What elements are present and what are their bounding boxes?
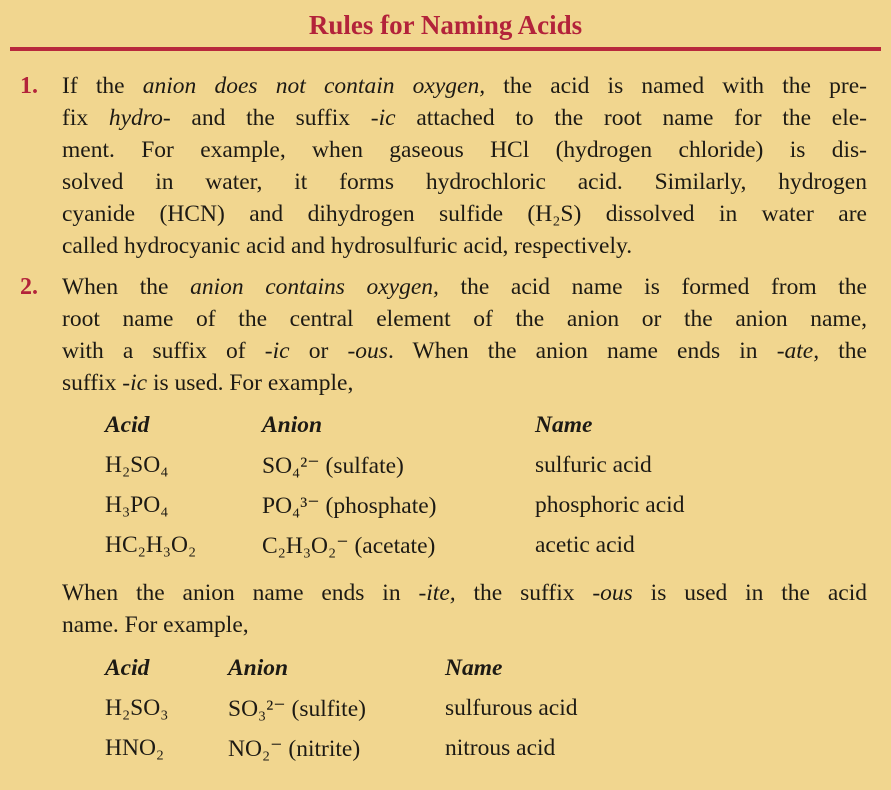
ite-acid-table (105, 648, 645, 768)
column-header: Anion (262, 411, 323, 438)
emphasis-text: -ous (347, 338, 388, 364)
text-line (62, 335, 867, 367)
text-line (62, 166, 867, 198)
text-line (62, 577, 867, 609)
table-row (105, 485, 765, 525)
emphasis-text: anion does not contain oxygen, (142, 73, 486, 99)
text-segment: ment. For example, when gaseous HCl (hydrogen chloride) is dis- (62, 137, 867, 163)
column-header: Acid (105, 654, 150, 681)
anion-formula: C₂H₃O₂⁻ (acetate) (262, 532, 436, 559)
text-segment: or (289, 338, 348, 364)
text-segment: solved in water, it forms hydrochloric acid. Similarly, hydrogen (62, 169, 867, 195)
text-line (62, 303, 867, 335)
ate-acid-table (105, 405, 765, 565)
anion-formula: SO₃²⁻ (sulfite) (228, 695, 366, 722)
column-header: Acid (105, 411, 150, 438)
emphasis-text: -ous (592, 580, 633, 606)
emphasis-text: hydro- (108, 105, 171, 131)
text-line (62, 367, 867, 399)
acid-formula: HC₂H₃O₂ (105, 531, 197, 558)
text-line (62, 271, 867, 303)
text-line (62, 230, 867, 262)
column-header: Name (445, 654, 503, 681)
column-header: Name (535, 411, 593, 438)
acid-formula: H₂SO₄ (105, 451, 169, 478)
text-line (62, 198, 867, 230)
acid-name: acetic acid (535, 531, 635, 558)
acid-name: sulfuric acid (535, 451, 652, 478)
text-segment: the suffix (455, 580, 593, 606)
rule-text (62, 271, 867, 399)
text-line (62, 134, 867, 166)
text-segment: When the anion name ends in (62, 580, 419, 606)
acid-formula: HNO₂ (105, 734, 165, 761)
text-segment: fix (62, 105, 109, 131)
table-row (105, 688, 645, 728)
text-segment: with a suffix of (62, 338, 265, 364)
text-segment: suffix (62, 370, 123, 396)
acid-formula: H₃PO₄ (105, 491, 169, 518)
text-segment: called hydrocyanic acid and hydrosulfuric acid, respectively. (62, 233, 633, 259)
text-segment: attached to the root name for the ele- (395, 105, 868, 131)
emphasis-text: -ic (122, 370, 148, 396)
table-header-row (105, 405, 765, 445)
acid-name: sulfurous acid (445, 694, 578, 721)
text-segment: and the suffix (170, 105, 371, 131)
emphasis-text: -ite, (418, 580, 456, 606)
acid-name: phosphoric acid (535, 491, 685, 518)
text-segment: root name of the central element of the anion or the anion name, (62, 306, 867, 332)
text-segment: the acid is named with the pre- (485, 73, 867, 99)
column-header: Anion (228, 654, 289, 681)
acid-formula: H₂SO₃ (105, 694, 169, 721)
emphasis-text: -ate, (776, 338, 820, 364)
text-segment: the (819, 338, 867, 364)
rule-number: 2. (20, 274, 38, 300)
title-divider (10, 47, 881, 51)
table-row (105, 445, 765, 485)
table-row (105, 525, 765, 565)
anion-formula: SO₄²⁻ (sulfate) (262, 452, 404, 479)
text-segment: name. For example, (62, 612, 249, 638)
text-segment: . When the anion name ends in (387, 338, 777, 364)
text-segment: is used. For example, (147, 370, 354, 396)
text-segment: cyanide (HCN) and dihydrogen sulfide (H₂S) dissolved in water are (62, 201, 867, 227)
acid-name: nitrous acid (445, 734, 556, 761)
table-row (105, 728, 645, 768)
emphasis-text: anion contains oxygen, (190, 274, 439, 300)
text-segment: the acid name is formed from the (438, 274, 867, 300)
anion-formula: NO₂⁻ (nitrite) (228, 735, 361, 762)
rule-text (62, 70, 867, 262)
text-segment: When the (62, 274, 191, 300)
anion-formula: PO₄³⁻ (phosphate) (262, 492, 437, 519)
text-line (62, 609, 867, 641)
paragraph-text (62, 577, 867, 641)
page-title: Rules for Naming Acids (308, 10, 583, 40)
text-line (62, 70, 867, 102)
text-segment: If the (62, 73, 143, 99)
emphasis-text: -ic (264, 338, 290, 364)
text-segment: is used in the acid (632, 580, 867, 606)
table-header-row (105, 648, 645, 688)
emphasis-text: -ic (370, 105, 396, 131)
rule-number: 1. (20, 73, 38, 99)
text-line (62, 102, 867, 134)
